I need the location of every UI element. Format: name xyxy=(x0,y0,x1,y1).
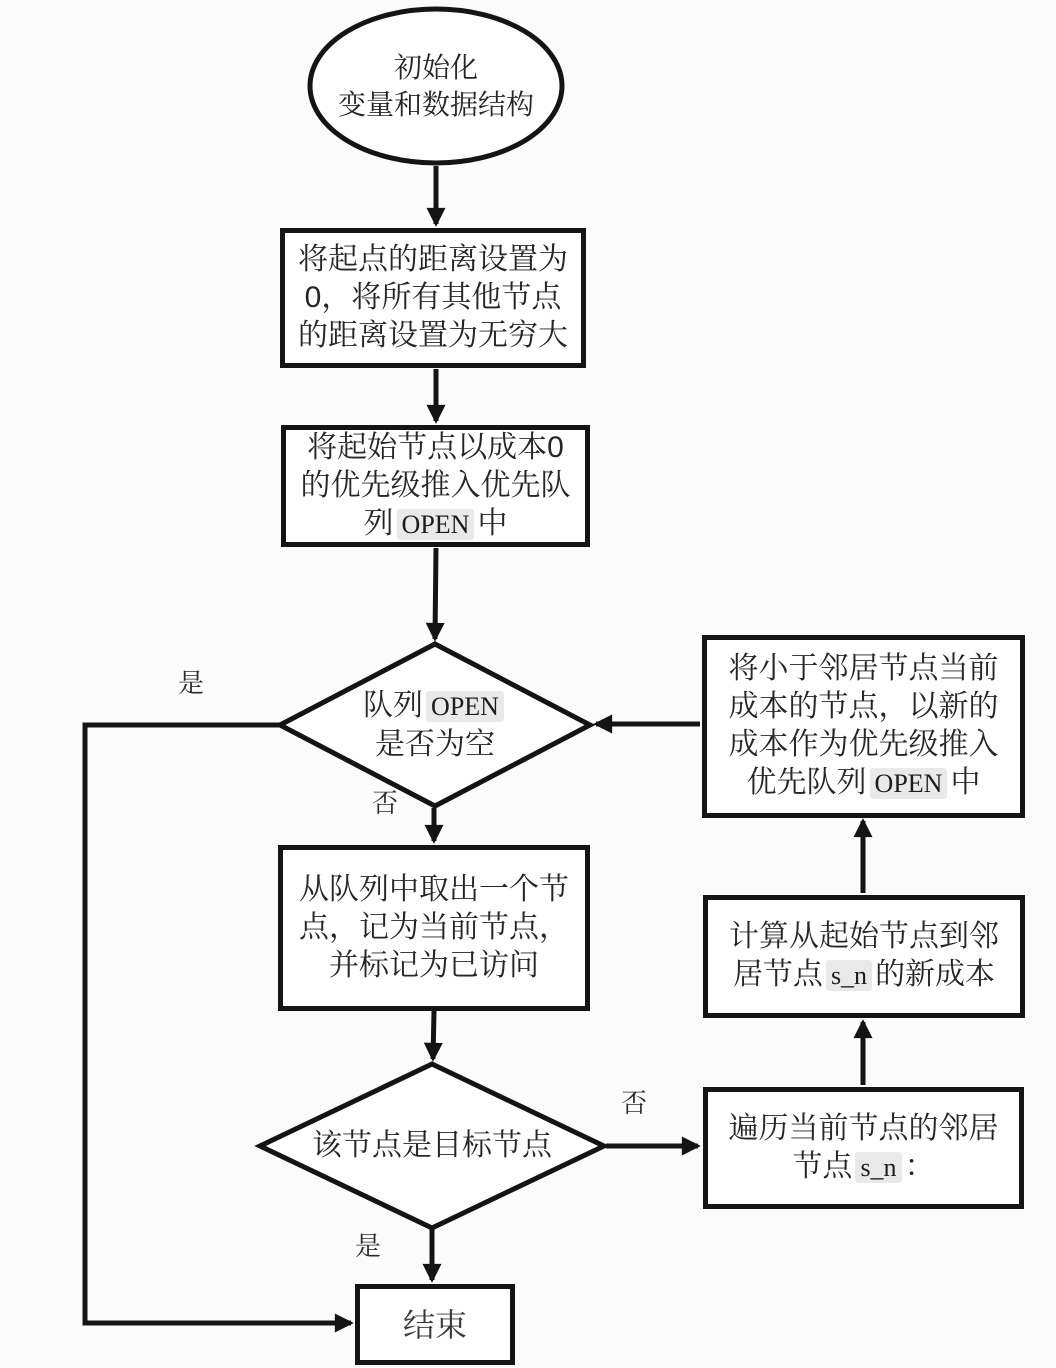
node-init-line-1: 初始化 xyxy=(393,52,478,83)
edge-label-is-goal-yes: 是 xyxy=(355,1231,382,1261)
edge-push-start-to-queue-empty xyxy=(435,548,436,639)
edge-label-is-goal-no: 否 xyxy=(621,1088,648,1118)
node-calc-cost: 计算从起始节点到邻 居节点 s_n 的新成本 xyxy=(703,895,1025,1018)
inline-code-open: OPEN xyxy=(397,509,475,540)
node-iterate-neighbors: 遍历当前节点的邻居 节点 s_n ： xyxy=(703,1087,1024,1209)
inline-code-sn: s_n xyxy=(826,960,872,991)
node-pop-node: 从队列中取出一个节 点，记为当前节点， 并标记为已访问 xyxy=(278,845,590,1011)
inline-code-open: OPEN xyxy=(426,691,504,722)
edge-pop-node-to-is-goal xyxy=(433,1011,434,1059)
inline-code-sn: s_n xyxy=(855,1152,901,1183)
node-set-distance: 将起点的距离设置为 0，将所有其他节点 的距离设置为无穷大 xyxy=(280,228,586,368)
node-queue-empty-label: 队列 OPEN 是否为空 xyxy=(290,650,580,800)
node-push-better: 将小于邻居节点当前 成本的节点，以新的 成本作为优先级推入 优先队列 OPEN 中 xyxy=(702,635,1025,818)
node-init-label xyxy=(310,12,562,160)
edge-label-queue-empty-no: 否 xyxy=(372,788,399,818)
inline-code-open: OPEN xyxy=(870,768,948,799)
node-push-start: 将起始节点以成本0 的优先级推入优先队 列 OPEN 中 xyxy=(281,425,590,547)
node-init-line-2: 变量和数据结构 xyxy=(337,89,534,120)
node-is-goal-label: 该节点是目标节点 xyxy=(312,1129,552,1162)
node-end: 结束 xyxy=(355,1284,515,1365)
edge-queue-empty-yes-to-end xyxy=(85,725,351,1323)
edge-label-queue-empty-yes: 是 xyxy=(178,668,205,698)
